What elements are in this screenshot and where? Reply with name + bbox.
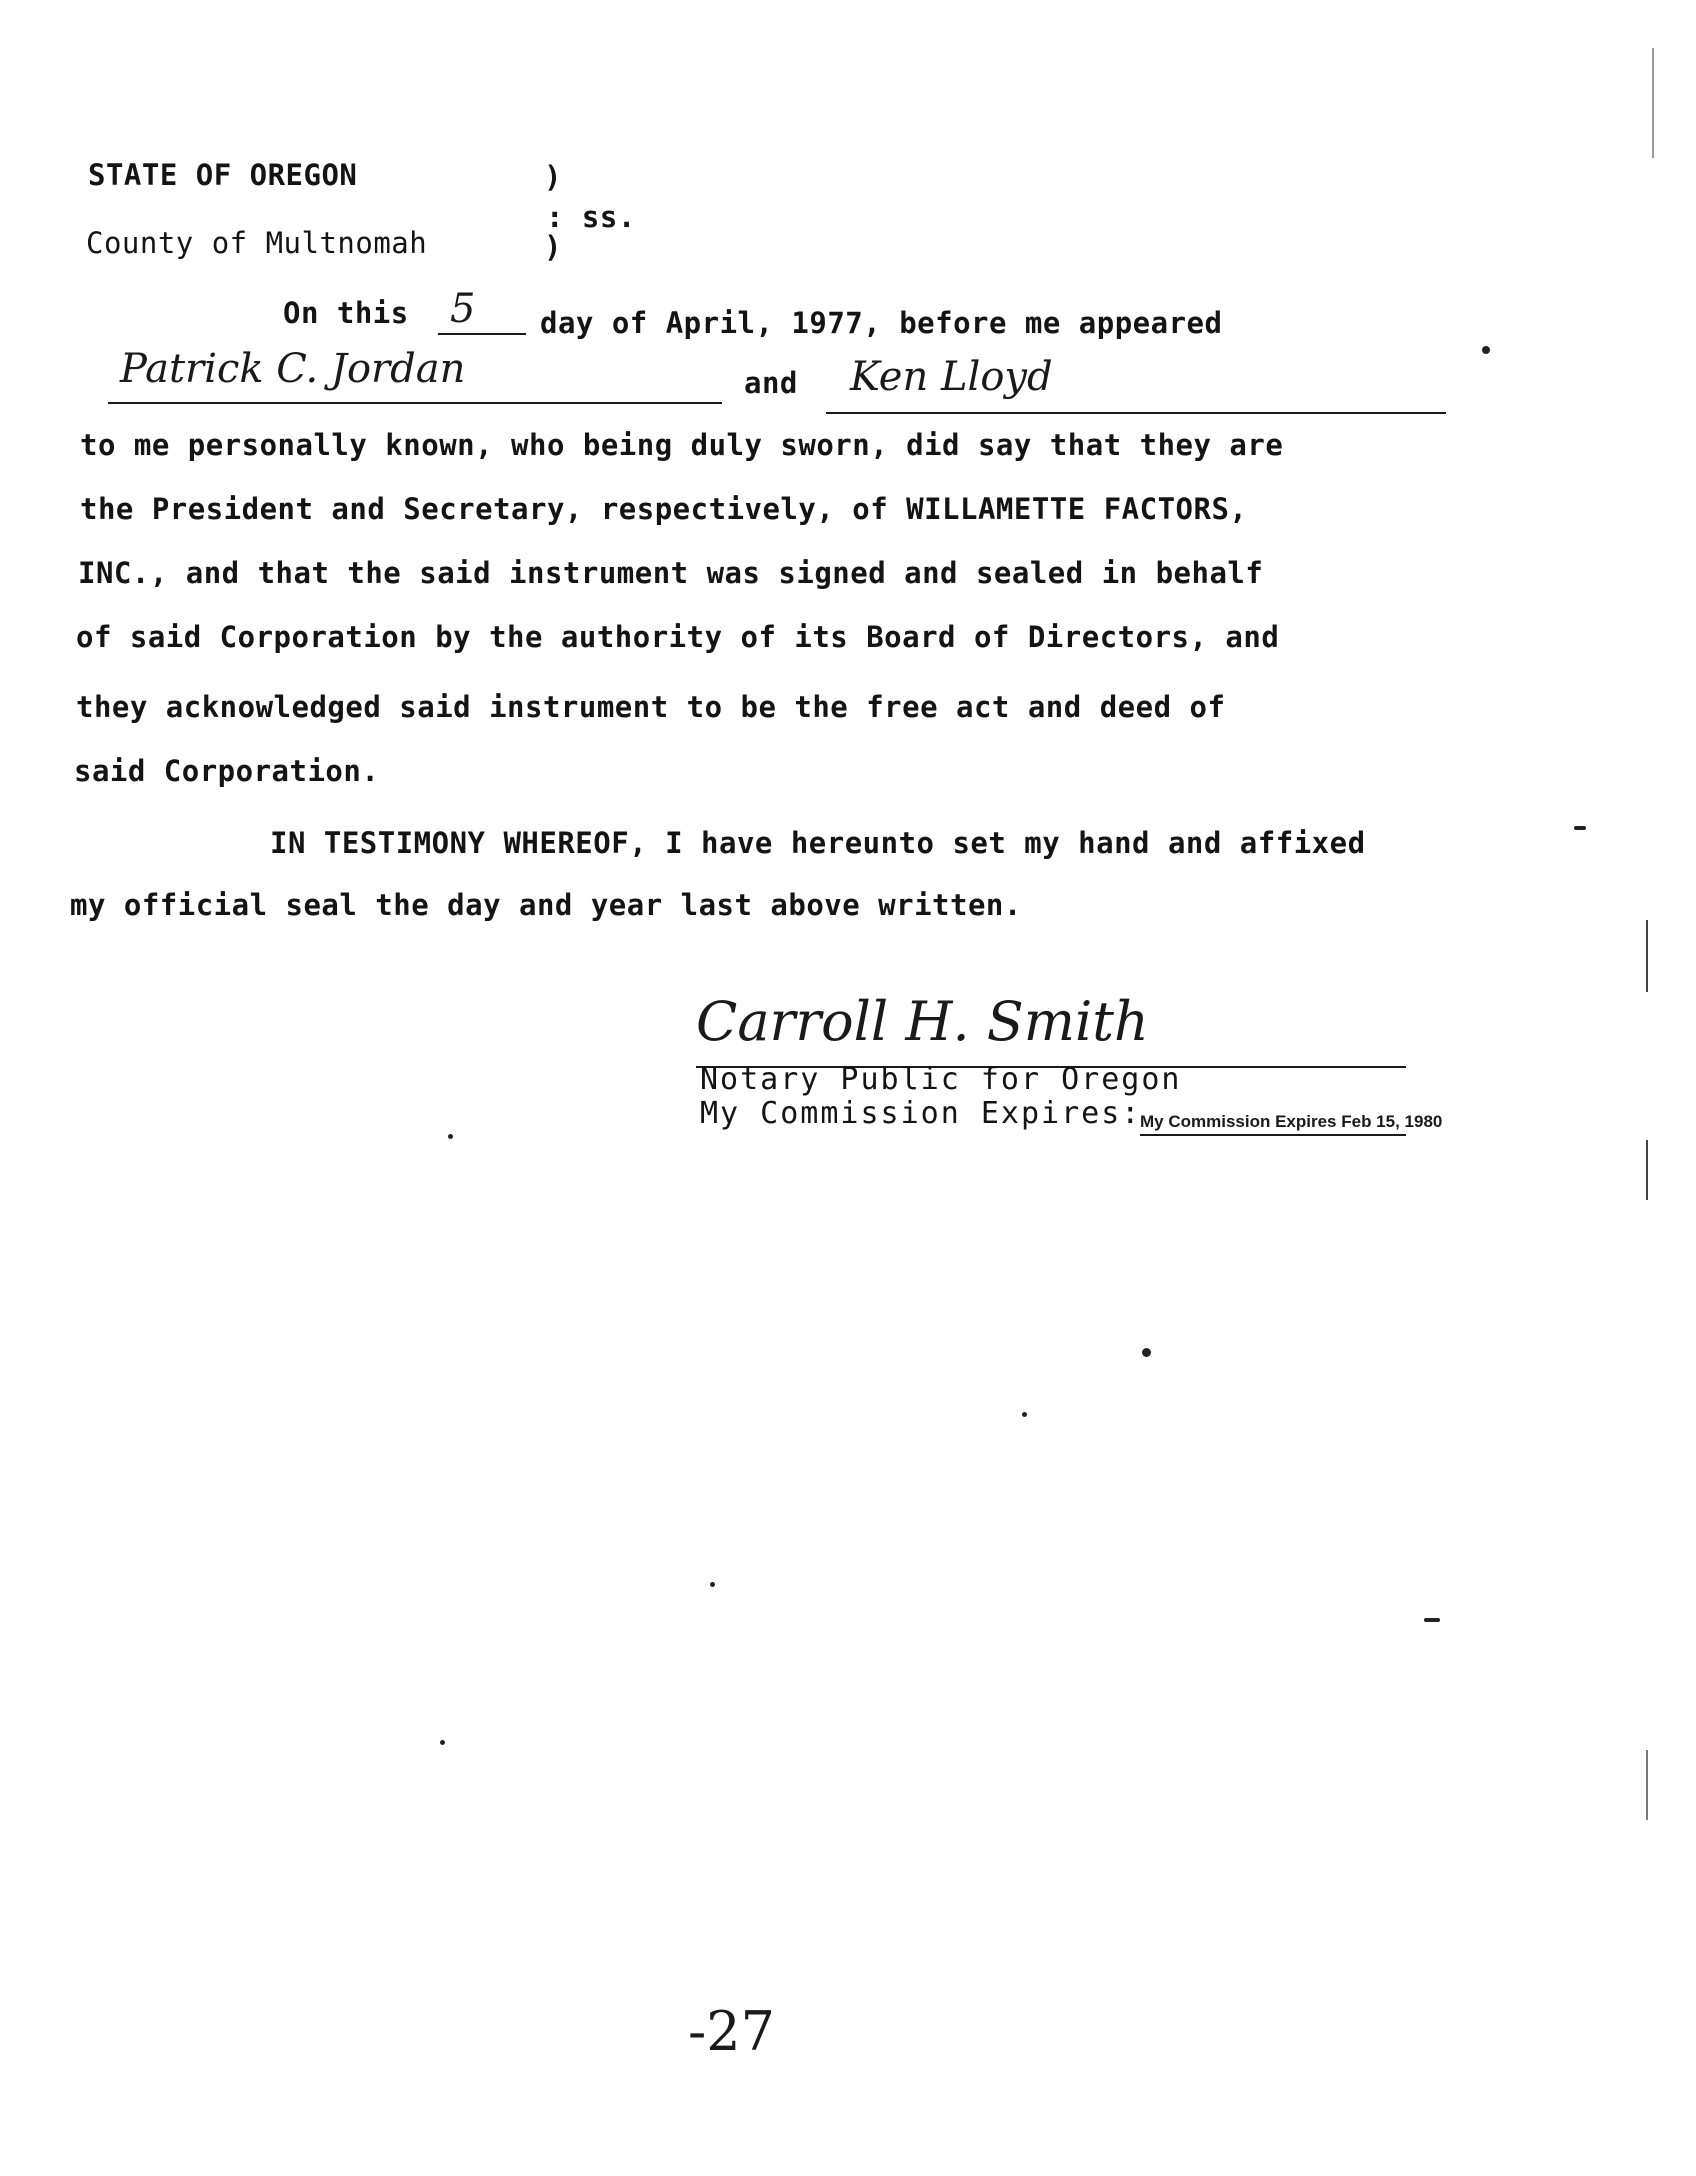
name1-handwritten: Patrick C. Jordan <box>120 346 466 392</box>
scan-speck <box>1574 826 1586 830</box>
scan-speck <box>710 1582 715 1587</box>
day-handwritten: 5 <box>450 286 476 332</box>
date-line-suffix: day of April, 1977, before me appeared <box>540 306 1223 340</box>
notary-signature: Carroll H. Smith <box>696 990 1149 1053</box>
body-line-3: INC., and that the said instrument was signed and sealed in behalf <box>78 556 1264 590</box>
scan-edge-mark <box>1646 920 1648 992</box>
ss-mark: : ss. <box>546 200 636 234</box>
name1-blank-line <box>108 402 722 404</box>
name2-handwritten: Ken Lloyd <box>850 354 1053 400</box>
day-blank-line <box>438 333 526 335</box>
scan-speck <box>1424 1618 1440 1622</box>
date-line-prefix: On this <box>283 296 409 330</box>
testimony-line-1: IN TESTIMONY WHEREOF, I have hereunto set my hand and affixed <box>270 826 1366 860</box>
and-word: and <box>744 366 798 400</box>
testimony-line-2: my official seal the day and year last above written. <box>70 888 1022 922</box>
scan-speck <box>448 1134 453 1139</box>
scan-speck <box>440 1740 445 1745</box>
scan-edge-mark <box>1646 1140 1648 1200</box>
scan-speck <box>1142 1348 1151 1357</box>
state-heading: STATE OF OREGON <box>88 158 358 192</box>
scan-edge-mark <box>1646 1750 1648 1820</box>
scan-speck <box>1482 346 1490 354</box>
body-line-4: of said Corporation by the authority of its Board of Directors, and <box>76 620 1280 654</box>
name2-blank-line <box>826 412 1446 414</box>
bracket-top: ) <box>544 160 562 194</box>
notary-title: Notary Public for Oregon <box>700 1062 1182 1097</box>
bracket-bottom: ) <box>544 230 562 264</box>
commission-stamp: My Commission Expires Feb 15, 1980 <box>1140 1112 1443 1131</box>
page-number: -27 <box>688 2000 775 2063</box>
body-line-5: they acknowledged said instrument to be the free act and deed of <box>76 690 1226 724</box>
body-line-1: to me personally known, who being duly sworn, did say that they are <box>80 428 1284 462</box>
scan-speck <box>1022 1412 1027 1417</box>
scan-edge-mark <box>1652 48 1654 158</box>
body-line-2: the President and Secretary, respectively, of WILLAMETTE FACTORS, <box>80 492 1248 526</box>
county-heading: County of Multnomah <box>86 226 428 260</box>
body-line-6: said Corporation. <box>74 754 380 788</box>
commission-label: My Commission Expires: <box>700 1096 1142 1131</box>
commission-underline <box>1140 1134 1406 1136</box>
